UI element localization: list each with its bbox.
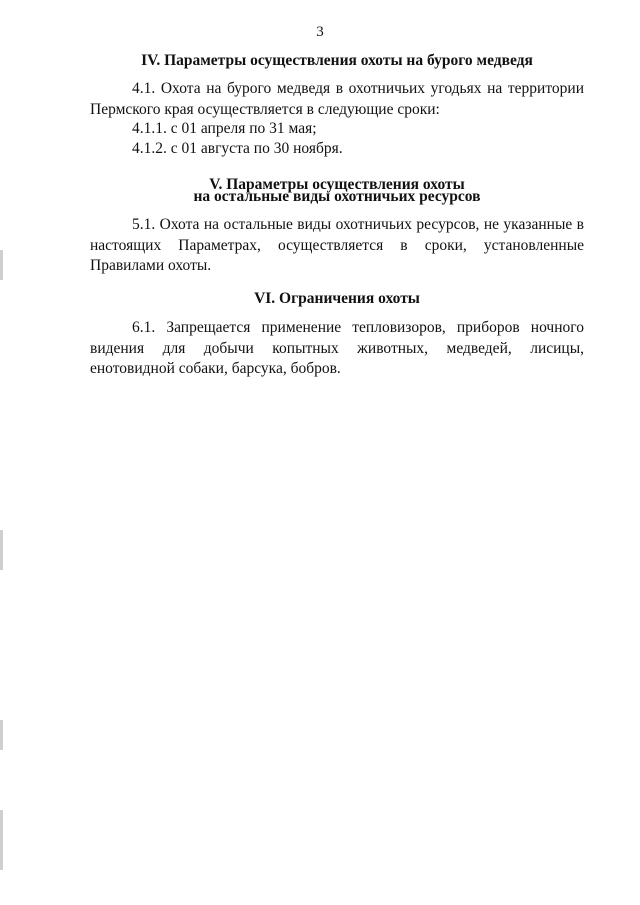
page-number: 3 (316, 24, 324, 40)
scan-edge-mark (0, 250, 3, 280)
section-4-heading: IV. Параметры осуществления охоты на бурого медведя (141, 52, 533, 69)
scan-edge-mark (0, 810, 3, 870)
paragraph-5-1: 5.1. Охота на остальные виды охотничьих ресурсов, не указанные в настоящих Параметрах, осуществляется в сроки, установленные Правилами охоты. (90, 216, 584, 274)
item-4-1-2: 4.1.2. с 01 августа по 30 ноября. (132, 140, 343, 157)
section-6-heading: VI. Ограничения охоты (254, 290, 420, 307)
section-5-heading-line1: V. Параметры осуществления охоты (209, 176, 465, 193)
section-5-heading-line2: на остальные виды охотничьих ресурсов (193, 188, 481, 205)
item-4-1-1: 4.1.1. с 01 апреля по 31 мая; (132, 120, 317, 137)
paragraph-4-1: 4.1. Охота на бурого медведя в охотничьих угодьях на территории Пермского края осуществляется в следующие сроки: (90, 80, 584, 118)
scan-edge-mark (0, 720, 3, 750)
paragraph-6-1: 6.1. Запрещается применение тепловизоров, приборов ночного видения для добычи копытных животных, медведей, лисицы, енотовидной собаки, барсука, бобров. (90, 319, 584, 377)
scan-edge-mark (0, 530, 3, 570)
